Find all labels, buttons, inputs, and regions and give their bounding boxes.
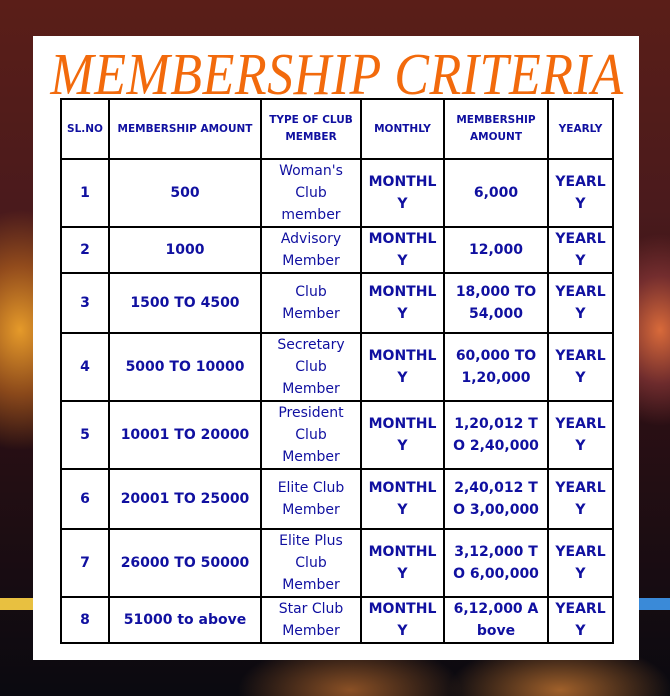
cell-yearly: YEARLY bbox=[548, 273, 613, 333]
cell-total-amount: 2,40,012 TO 3,00,000 bbox=[444, 469, 548, 529]
cell-monthly: MONTHLY bbox=[361, 273, 444, 333]
cell-club-member-type: Secretary Club Member bbox=[261, 333, 361, 401]
cell-yearly: YEARLY bbox=[548, 159, 613, 227]
cell-monthly: MONTHLY bbox=[361, 401, 444, 469]
cell-club-member-type: Club Member bbox=[261, 273, 361, 333]
cell-club-member-type: President Club Member bbox=[261, 401, 361, 469]
cell-monthly: MONTHLY bbox=[361, 469, 444, 529]
cell-monthly: MONTHLY bbox=[361, 159, 444, 227]
table-row bbox=[61, 401, 613, 469]
header-membership-amount: MEMBERSHIP AMOUNT bbox=[109, 99, 261, 159]
cell-club-member-type: Advisory Member bbox=[261, 227, 361, 273]
cell-membership-amount: 51000 to above bbox=[109, 597, 261, 643]
cell-serial-number: 7 bbox=[61, 529, 109, 597]
table-row bbox=[61, 333, 613, 401]
cell-total-amount: 12,000 bbox=[444, 227, 548, 273]
table-row bbox=[61, 159, 613, 227]
header-total-amount: MEMBERSHIP AMOUNT bbox=[444, 99, 548, 159]
header-serial-number: SL.NO bbox=[61, 99, 109, 159]
cell-total-amount: 6,000 bbox=[444, 159, 548, 227]
header-club-member-type: TYPE OF CLUB MEMBER bbox=[261, 99, 361, 159]
cell-serial-number: 3 bbox=[61, 273, 109, 333]
cell-monthly: MONTHLY bbox=[361, 529, 444, 597]
cell-club-member-type: Elite Club Member bbox=[261, 469, 361, 529]
membership-card bbox=[33, 36, 639, 660]
membership-table bbox=[60, 98, 614, 644]
cell-total-amount: 60,000 TO 1,20,000 bbox=[444, 333, 548, 401]
cell-membership-amount: 1500 TO 4500 bbox=[109, 273, 261, 333]
page-title: MEMBERSHIP CRITERIA bbox=[50, 42, 624, 108]
table-row bbox=[61, 227, 613, 273]
table-row bbox=[61, 597, 613, 643]
cell-membership-amount: 26000 TO 50000 bbox=[109, 529, 261, 597]
table-row bbox=[61, 273, 613, 333]
cell-total-amount: 6,12,000 Above bbox=[444, 597, 548, 643]
cell-yearly: YEARLY bbox=[548, 529, 613, 597]
cell-serial-number: 2 bbox=[61, 227, 109, 273]
cell-serial-number: 6 bbox=[61, 469, 109, 529]
background-light-stripe-left bbox=[0, 598, 34, 610]
cell-monthly: MONTHLY bbox=[361, 227, 444, 273]
table-row bbox=[61, 529, 613, 597]
table-row bbox=[61, 469, 613, 529]
cell-monthly: MONTHLY bbox=[361, 597, 444, 643]
cell-membership-amount: 20001 TO 25000 bbox=[109, 469, 261, 529]
cell-club-member-type: Woman's Club member bbox=[261, 159, 361, 227]
background-light-stripe-right bbox=[639, 598, 670, 610]
table-header-row bbox=[61, 99, 613, 159]
cell-serial-number: 4 bbox=[61, 333, 109, 401]
cell-monthly: MONTHLY bbox=[361, 333, 444, 401]
cell-yearly: YEARLY bbox=[548, 597, 613, 643]
cell-yearly: YEARLY bbox=[548, 401, 613, 469]
cell-total-amount: 18,000 TO 54,000 bbox=[444, 273, 548, 333]
cell-club-member-type: Elite Plus Club Member bbox=[261, 529, 361, 597]
cell-membership-amount: 10001 TO 20000 bbox=[109, 401, 261, 469]
cell-yearly: YEARLY bbox=[548, 333, 613, 401]
cell-club-member-type: Star Club Member bbox=[261, 597, 361, 643]
cell-serial-number: 8 bbox=[61, 597, 109, 643]
cell-membership-amount: 5000 TO 10000 bbox=[109, 333, 261, 401]
header-yearly: YEARLY bbox=[548, 99, 613, 159]
cell-serial-number: 5 bbox=[61, 401, 109, 469]
cell-total-amount: 1,20,012 TO 2,40,000 bbox=[444, 401, 548, 469]
cell-yearly: YEARLY bbox=[548, 227, 613, 273]
cell-serial-number: 1 bbox=[61, 159, 109, 227]
cell-membership-amount: 1000 bbox=[109, 227, 261, 273]
cell-yearly: YEARLY bbox=[548, 469, 613, 529]
header-monthly: MONTHLY bbox=[361, 99, 444, 159]
cell-total-amount: 3,12,000 TO 6,00,000 bbox=[444, 529, 548, 597]
cell-membership-amount: 500 bbox=[109, 159, 261, 227]
